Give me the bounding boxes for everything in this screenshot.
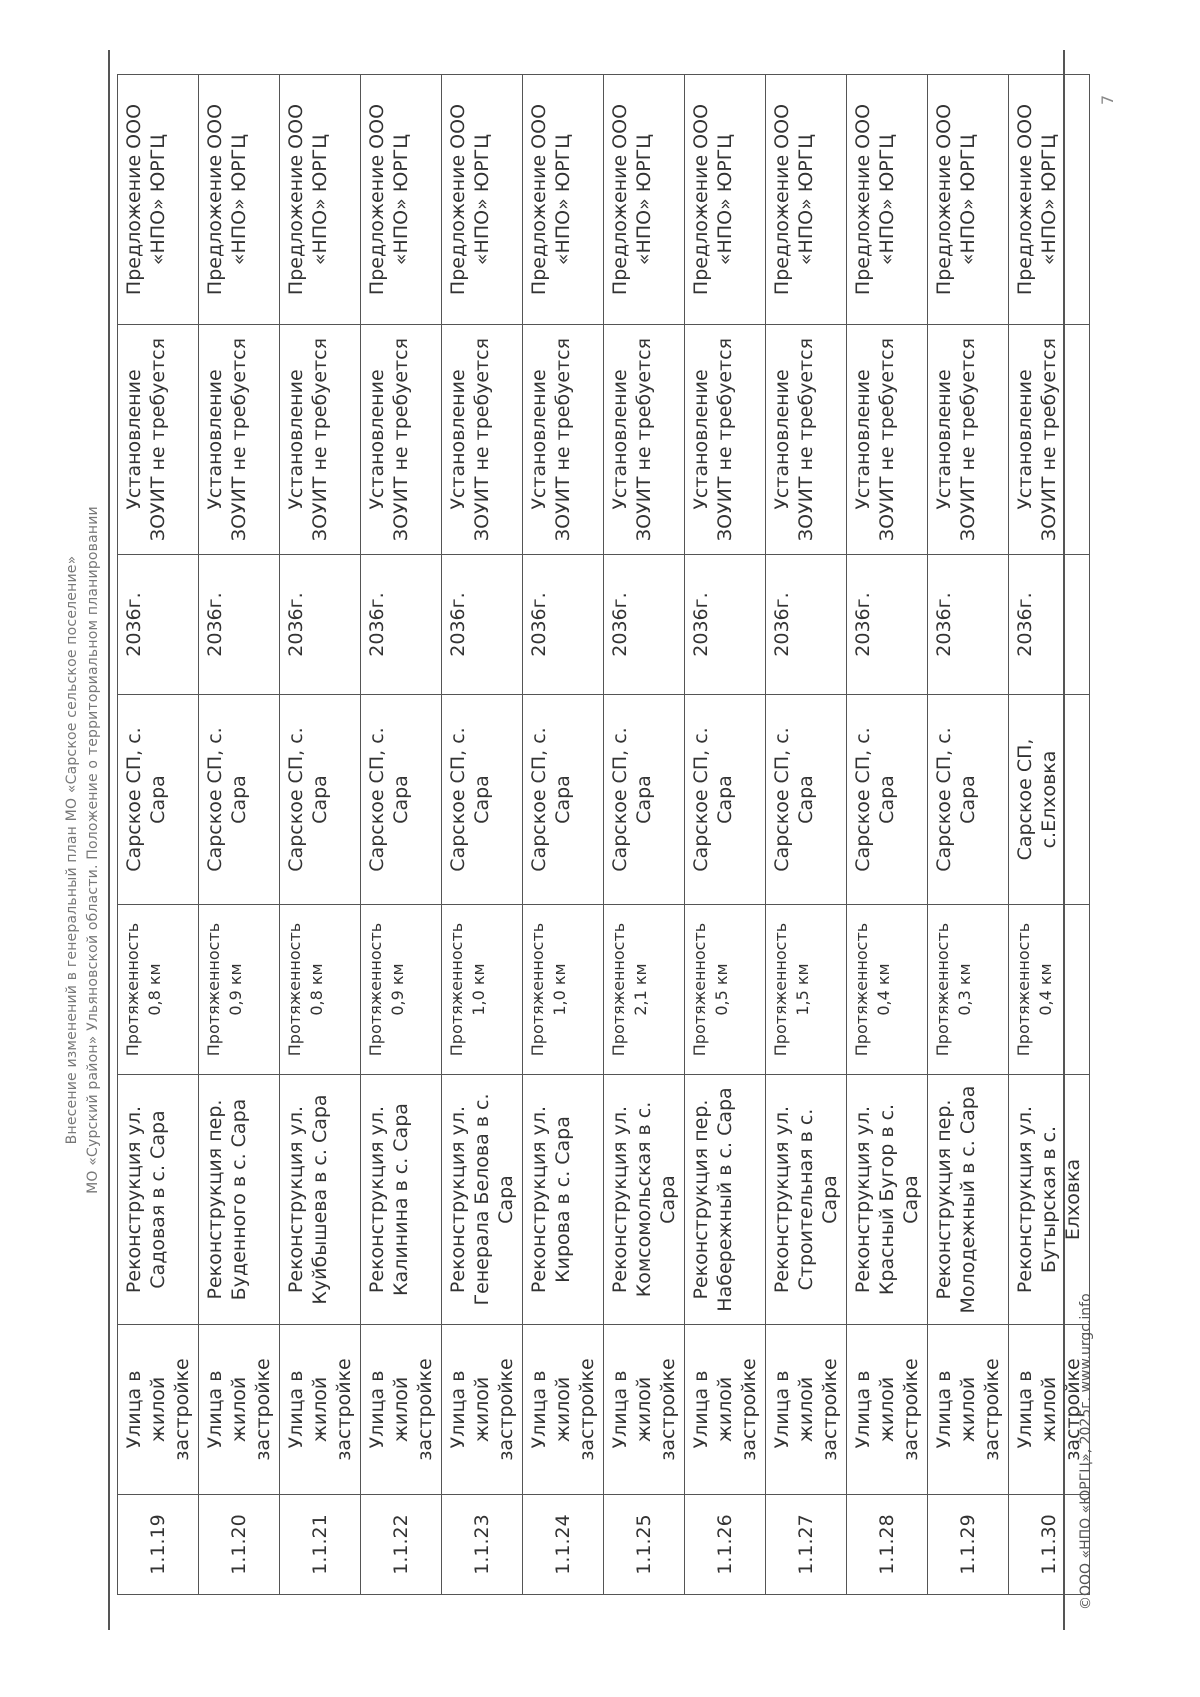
cell-number: 1.1.24 (523, 1495, 604, 1595)
cell-zone: Установление ЗОУИТ не требуется (928, 325, 1009, 555)
table-body (118, 75, 1090, 1595)
footer-rule (1063, 50, 1065, 1630)
header-rule (108, 50, 110, 1630)
header-line-2: МО «Сурский район» Ульяновской области. Положение о территориальном планировании (85, 506, 101, 1194)
cell-zone: Установление ЗОУИТ не требуется (847, 325, 928, 555)
cell-year: 2036г. (118, 555, 199, 695)
cell-number: 1.1.26 (685, 1495, 766, 1595)
cell-zone: Установление ЗОУИТ не требуется (118, 325, 199, 555)
cell-source: Предложение ООО «НПО» ЮРГЦ (766, 75, 847, 325)
cell-source: Предложение ООО «НПО» ЮРГЦ (1009, 75, 1090, 325)
cell-length: Протяженность 0,4 км (1009, 905, 1090, 1075)
cell-object-type: Улица в жилой застройке (847, 1325, 928, 1495)
cell-object-name: Реконструкция пер. Буденного в с. Сара (199, 1075, 280, 1325)
cell-zone: Установление ЗОУИТ не требуется (766, 325, 847, 555)
cell-length: Протяженность 0,3 км (928, 905, 1009, 1075)
table-row (442, 75, 523, 1595)
table-row (847, 75, 928, 1595)
cell-object-name: Реконструкция ул. Строительная в с. Сара (766, 1075, 847, 1325)
cell-length: Протяженность 1,5 км (766, 905, 847, 1075)
cell-number: 1.1.21 (280, 1495, 361, 1595)
cell-object-type: Улица в жилой застройке (199, 1325, 280, 1495)
cell-zone: Установление ЗОУИТ не требуется (604, 325, 685, 555)
cell-object-type: Улица в жилой застройке (118, 1325, 199, 1495)
cell-number: 1.1.29 (928, 1495, 1009, 1595)
cell-length: Протяженность 0,4 км (847, 905, 928, 1075)
cell-source: Предложение ООО «НПО» ЮРГЦ (847, 75, 928, 325)
rotated-page (0, 10, 1120, 1690)
cell-source: Предложение ООО «НПО» ЮРГЦ (928, 75, 1009, 325)
table-row (523, 75, 604, 1595)
table-row (604, 75, 685, 1595)
cell-object-name: Реконструкция ул. Комсомольская в с. Сара (604, 1075, 685, 1325)
cell-location: Сарское СП, с. Сара (847, 695, 928, 905)
cell-year: 2036г. (928, 555, 1009, 695)
page-header (62, 10, 104, 1690)
cell-source: Предложение ООО «НПО» ЮРГЦ (442, 75, 523, 325)
cell-length: Протяженность 0,5 км (685, 905, 766, 1075)
cell-number: 1.1.20 (199, 1495, 280, 1595)
table-row (361, 75, 442, 1595)
cell-object-type: Улица в жилой застройке (766, 1325, 847, 1495)
cell-year: 2036г. (847, 555, 928, 695)
cell-year: 2036г. (280, 555, 361, 695)
cell-number: 1.1.30 (1009, 1495, 1090, 1595)
cell-year: 2036г. (604, 555, 685, 695)
cell-object-name: Реконструкция ул. Садовая в с. Сара (118, 1075, 199, 1325)
cell-length: Протяженность 0,9 км (199, 905, 280, 1075)
table-row (199, 75, 280, 1595)
cell-object-type: Улица в жилой застройке (1009, 1325, 1090, 1495)
cell-zone: Установление ЗОУИТ не требуется (1009, 325, 1090, 555)
cell-length: Протяженность 1,0 км (442, 905, 523, 1075)
cell-length: Протяженность 0,8 км (280, 905, 361, 1075)
footer-copyright: ©ООО «НПО «ЮРГЦ», 2025г. www.urgc.info (1078, 1293, 1094, 1610)
cell-year: 2036г. (361, 555, 442, 695)
cell-source: Предложение ООО «НПО» ЮРГЦ (118, 75, 199, 325)
cell-object-name: Реконструкция ул. Генерала Белова в с. Сара (442, 1075, 523, 1325)
cell-object-name: Реконструкция ул. Красный Бугор в с. Сара (847, 1075, 928, 1325)
cell-object-type: Улица в жилой застройке (604, 1325, 685, 1495)
cell-number: 1.1.23 (442, 1495, 523, 1595)
table-row (928, 75, 1009, 1595)
cell-number: 1.1.19 (118, 1495, 199, 1595)
cell-object-name: Реконструкция пер. Набережный в с. Сара (685, 1075, 766, 1325)
cell-length: Протяженность 1,0 км (523, 905, 604, 1075)
cell-location: Сарское СП, с. Сара (118, 695, 199, 905)
cell-location: Сарское СП, с.Елховка (1009, 695, 1090, 905)
cell-object-name: Реконструкция ул. Бутырская в с. Елховка (1009, 1075, 1090, 1325)
cell-object-name: Реконструкция ул. Калинина в с. Сара (361, 1075, 442, 1325)
cell-year: 2036г. (1009, 555, 1090, 695)
cell-object-type: Улица в жилой застройке (685, 1325, 766, 1495)
cell-length: Протяженность 0,8 км (118, 905, 199, 1075)
table-row (766, 75, 847, 1595)
cell-object-name: Реконструкция ул. Куйбышева в с. Сара (280, 1075, 361, 1325)
cell-year: 2036г. (199, 555, 280, 695)
cell-object-type: Улица в жилой застройке (523, 1325, 604, 1495)
cell-zone: Установление ЗОУИТ не требуется (280, 325, 361, 555)
cell-zone: Установление ЗОУИТ не требуется (523, 325, 604, 555)
cell-number: 1.1.27 (766, 1495, 847, 1595)
table-row (280, 75, 361, 1595)
cell-number: 1.1.22 (361, 1495, 442, 1595)
cell-object-name: Реконструкция ул. Кирова в с. Сара (523, 1075, 604, 1325)
cell-object-name: Реконструкция пер. Молодежный в с. Сара (928, 1075, 1009, 1325)
cell-zone: Установление ЗОУИТ не требуется (361, 325, 442, 555)
cell-source: Предложение ООО «НПО» ЮРГЦ (685, 75, 766, 325)
cell-year: 2036г. (523, 555, 604, 695)
cell-zone: Установление ЗОУИТ не требуется (199, 325, 280, 555)
table-row (685, 75, 766, 1595)
cell-object-type: Улица в жилой застройке (442, 1325, 523, 1495)
cell-source: Предложение ООО «НПО» ЮРГЦ (280, 75, 361, 325)
cell-zone: Установление ЗОУИТ не требуется (442, 325, 523, 555)
cell-location: Сарское СП, с. Сара (685, 695, 766, 905)
cell-year: 2036г. (442, 555, 523, 695)
page-number: 7 (1098, 94, 1117, 105)
header-line-1: Внесение изменений в генеральный план МО «Сарское сельское поселение» (64, 555, 80, 1145)
cell-length: Протяженность 0,9 км (361, 905, 442, 1075)
cell-source: Предложение ООО «НПО» ЮРГЦ (361, 75, 442, 325)
cell-location: Сарское СП, с. Сара (766, 695, 847, 905)
cell-object-type: Улица в жилой застройке (280, 1325, 361, 1495)
cell-location: Сарское СП, с. Сара (280, 695, 361, 905)
cell-location: Сарское СП, с. Сара (199, 695, 280, 905)
cell-location: Сарское СП, с. Сара (523, 695, 604, 905)
cell-location: Сарское СП, с. Сара (361, 695, 442, 905)
cell-location: Сарское СП, с. Сара (604, 695, 685, 905)
cell-year: 2036г. (766, 555, 847, 695)
cell-number: 1.1.28 (847, 1495, 928, 1595)
table-row (118, 75, 199, 1595)
cell-number: 1.1.25 (604, 1495, 685, 1595)
cell-length: Протяженность 2,1 км (604, 905, 685, 1075)
cell-object-type: Улица в жилой застройке (361, 1325, 442, 1495)
cell-source: Предложение ООО «НПО» ЮРГЦ (604, 75, 685, 325)
cell-location: Сарское СП, с. Сара (928, 695, 1009, 905)
cell-source: Предложение ООО «НПО» ЮРГЦ (523, 75, 604, 325)
cell-location: Сарское СП, с. Сара (442, 695, 523, 905)
cell-source: Предложение ООО «НПО» ЮРГЦ (199, 75, 280, 325)
cell-object-type: Улица в жилой застройке (928, 1325, 1009, 1495)
cell-year: 2036г. (685, 555, 766, 695)
cell-zone: Установление ЗОУИТ не требуется (685, 325, 766, 555)
objects-table (117, 74, 1090, 1595)
